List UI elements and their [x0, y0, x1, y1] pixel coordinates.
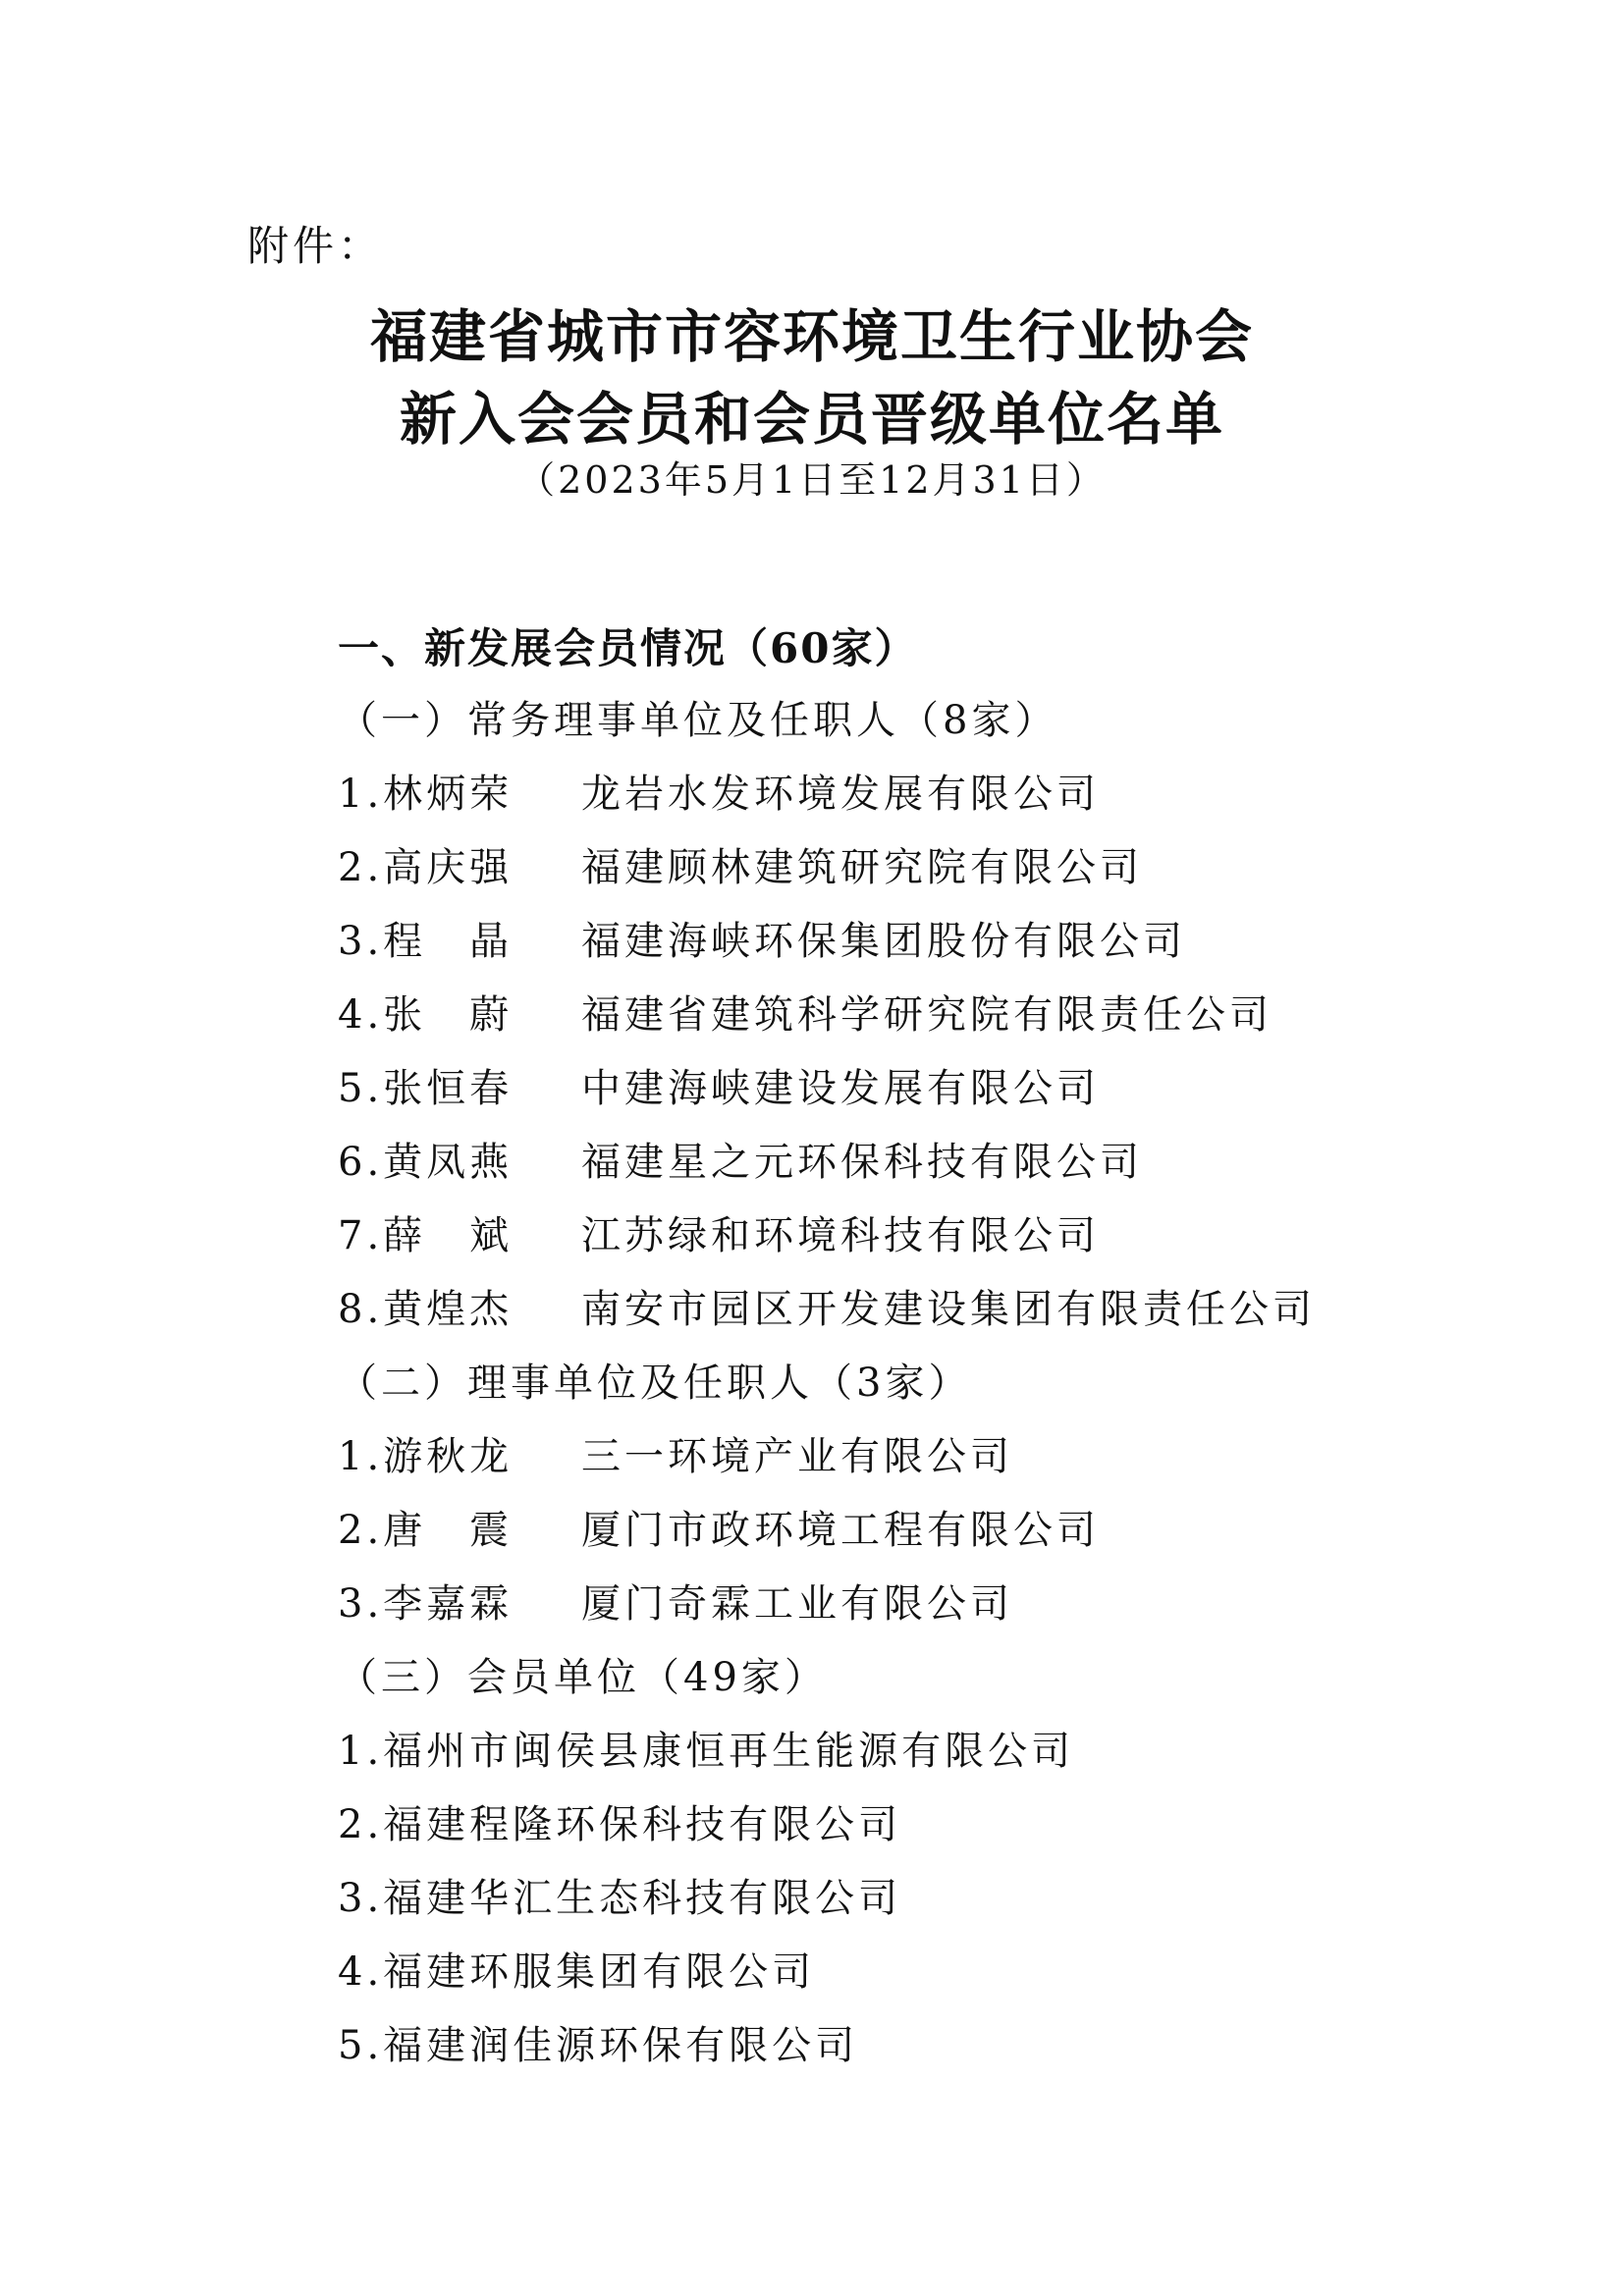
person-name: 黄煌杰: [383, 1287, 514, 1332]
item-number: 1.: [338, 1729, 384, 1774]
company-name: 福建星之元环保科技有限公司: [581, 1140, 1143, 1185]
list-item: [338, 1425, 1013, 1481]
person-name: 黄凤燕: [383, 1140, 514, 1185]
list-item: [338, 1941, 815, 1997]
person-name: 高庆强: [383, 845, 514, 890]
item-number: 1.: [338, 772, 384, 817]
list-item: [338, 1131, 1143, 1187]
person-name: 张 蔚: [383, 992, 514, 1038]
item-number: 2.: [338, 1802, 384, 1847]
company-name: 福建华汇生态科技有限公司: [383, 1876, 902, 1921]
company-name: 福建海峡环保集团股份有限公司: [581, 919, 1186, 964]
list-item: [338, 1793, 901, 1849]
company-name: 福建环服集团有限公司: [383, 1949, 816, 1995]
date-range: （2023年5月1日至12月31日）: [517, 458, 1107, 502]
company-name: 厦门市政环境工程有限公司: [581, 1508, 1100, 1553]
list-item: [338, 2014, 858, 2070]
item-number: 2.: [338, 845, 384, 890]
person-name: 程 晶: [383, 919, 514, 964]
list-item: [338, 1720, 1074, 1776]
subsection-heading-members: （三）会员单位（49家）: [338, 1655, 828, 1700]
company-name: 福建程隆环保科技有限公司: [383, 1802, 902, 1847]
list-item: [338, 910, 1186, 966]
company-name: 厦门奇霖工业有限公司: [581, 1581, 1013, 1627]
list-item: [338, 1278, 1316, 1334]
list-item: [338, 1867, 901, 1923]
item-number: 3.: [338, 1876, 384, 1921]
list-item: [338, 1057, 1100, 1113]
document-title-line1: 福建省城市市容环境卫生行业协会: [369, 303, 1254, 370]
item-number: 7.: [338, 1213, 384, 1258]
list-item: [338, 763, 1100, 819]
list-item: [338, 984, 1272, 1040]
item-number: 8.: [338, 1287, 384, 1332]
item-number: 2.: [338, 1508, 384, 1553]
list-item: [338, 1499, 1100, 1555]
person-name: 林炳荣: [383, 772, 514, 817]
item-number: 5.: [338, 1066, 384, 1111]
section-heading: 一、新发展会员情况（60家）: [338, 624, 918, 672]
item-number: 1.: [338, 1434, 384, 1479]
list-item: [338, 1573, 1013, 1629]
company-name: 三一环境产业有限公司: [581, 1434, 1013, 1479]
item-number: 4.: [338, 1949, 384, 1995]
company-name: 福建省建筑科学研究院有限责任公司: [581, 992, 1272, 1038]
company-name: 龙岩水发环境发展有限公司: [581, 772, 1100, 817]
company-name: 南安市园区开发建设集团有限责任公司: [581, 1287, 1316, 1332]
item-number: 5.: [338, 2023, 384, 2068]
company-name: 中建海峡建设发展有限公司: [581, 1066, 1100, 1111]
item-number: 4.: [338, 992, 384, 1038]
person-name: 唐 震: [383, 1508, 514, 1553]
list-item: [338, 836, 1143, 892]
list-item: [338, 1204, 1100, 1260]
company-name: 福州市闽侯县康恒再生能源有限公司: [383, 1729, 1075, 1774]
subsection-heading-standing-directors: （一）常务理事单位及任职人（8家）: [338, 698, 1058, 743]
item-number: 3.: [338, 1581, 384, 1627]
item-number: 3.: [338, 919, 384, 964]
person-name: 李嘉霖: [383, 1581, 514, 1627]
subsection-heading-directors: （二）理事单位及任职人（3家）: [338, 1361, 972, 1406]
document-title-line2: 新入会会员和会员晋级单位名单: [399, 386, 1224, 453]
person-name: 张恒春: [383, 1066, 514, 1111]
item-number: 6.: [338, 1140, 384, 1185]
company-name: 福建顾林建筑研究院有限公司: [581, 845, 1143, 890]
person-name: 薛 斌: [383, 1213, 514, 1258]
company-name: 江苏绿和环境科技有限公司: [581, 1213, 1100, 1258]
person-name: 游秋龙: [383, 1434, 514, 1479]
attachment-label: 附件：: [247, 222, 384, 270]
company-name: 福建润佳源环保有限公司: [383, 2023, 859, 2068]
